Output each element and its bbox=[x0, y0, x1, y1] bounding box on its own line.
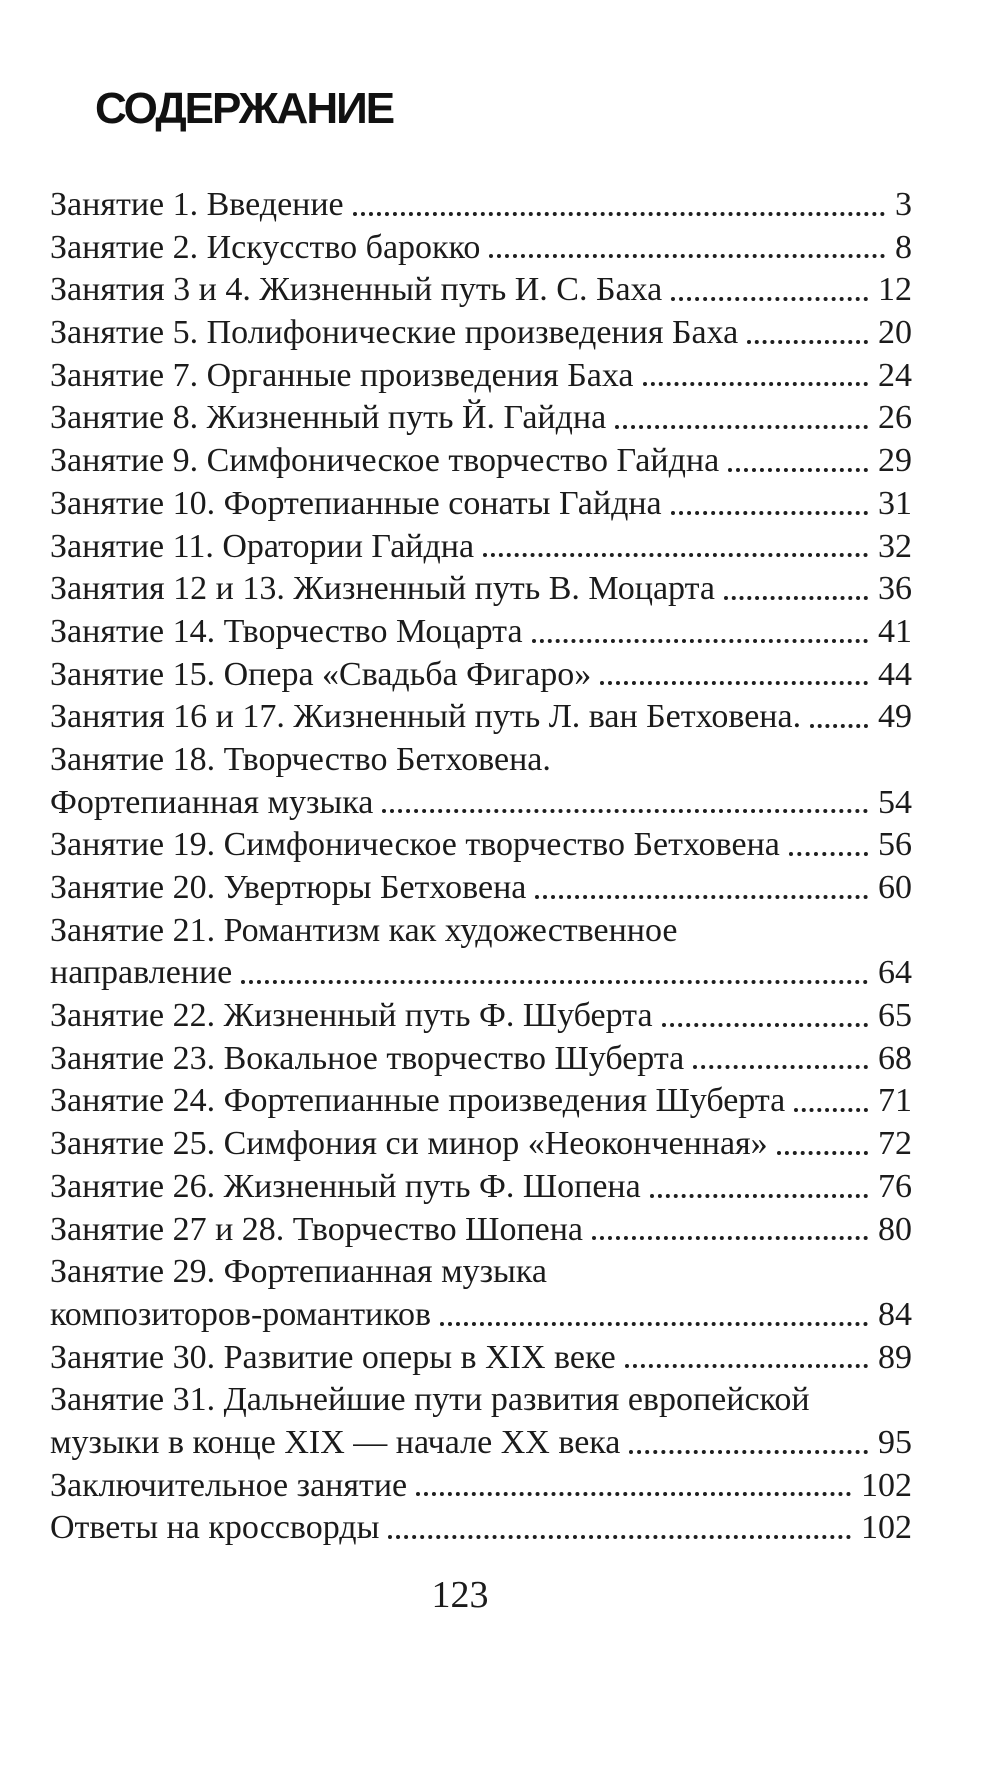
toc-page-number: 84 bbox=[878, 1295, 912, 1333]
toc-entry bbox=[50, 1123, 912, 1166]
toc-entry-text: Занятие 5. Полифонические произведения Баха bbox=[50, 314, 739, 352]
toc-entry bbox=[50, 568, 912, 611]
dot-leader bbox=[747, 340, 868, 344]
toc-entry bbox=[50, 1465, 912, 1508]
toc-entry-text: Фортепианная музыка bbox=[50, 783, 374, 821]
dot-leader bbox=[693, 1065, 868, 1069]
dot-leader bbox=[535, 895, 868, 899]
dot-leader bbox=[671, 511, 868, 515]
dot-leader bbox=[662, 1023, 868, 1027]
toc-page-number: 68 bbox=[878, 1039, 912, 1077]
toc-page-number: 29 bbox=[878, 442, 912, 480]
dot-leader bbox=[777, 1151, 868, 1155]
toc-entry bbox=[50, 1337, 912, 1380]
toc-page-number: 44 bbox=[878, 655, 912, 693]
toc-page-number: 65 bbox=[878, 997, 912, 1035]
toc-entry bbox=[50, 312, 912, 355]
toc-entry-text: Занятие 1. Введение bbox=[50, 186, 344, 223]
toc-entry-text: Занятие 15. Опера «Свадьба Фигаро» bbox=[50, 655, 592, 693]
toc-page-number: 36 bbox=[878, 570, 912, 608]
toc-entry-text: Занятие 31. Дальнейшие пути развития европейской bbox=[50, 1381, 810, 1419]
toc-page-number: 54 bbox=[878, 783, 912, 821]
dot-leader bbox=[724, 596, 868, 600]
toc-entry-text: Занятие 2. Искусство барокко bbox=[50, 228, 481, 266]
toc-page-number: 24 bbox=[878, 356, 912, 394]
toc-page-number: 72 bbox=[878, 1125, 912, 1163]
toc-page-number: 76 bbox=[878, 1167, 912, 1205]
toc-entry bbox=[50, 910, 912, 953]
toc-entry-text: направление bbox=[50, 954, 233, 992]
toc-entry bbox=[50, 696, 912, 739]
toc-entry-text: Занятие 9. Симфоническое творчество Гайдна bbox=[50, 442, 720, 480]
toc-entry bbox=[50, 1294, 912, 1337]
toc-entry-text: Занятие 19. Симфоническое творчество Бетховена bbox=[50, 826, 780, 864]
toc-entry-text: Занятие 23. Вокальное творчество Шуберта bbox=[50, 1039, 685, 1077]
dot-leader bbox=[600, 681, 868, 685]
toc-page-number: 32 bbox=[878, 527, 912, 565]
toc-entry bbox=[50, 739, 912, 782]
toc-page-number: 26 bbox=[878, 399, 912, 437]
dot-leader bbox=[353, 212, 885, 216]
book-page bbox=[0, 86, 1000, 1776]
toc-list bbox=[50, 184, 912, 1550]
toc-entry-text: Занятия 16 и 17. Жизненный путь Л. ван Бетховена. bbox=[50, 698, 802, 736]
toc-page-number: 60 bbox=[878, 869, 912, 906]
toc-entry-text: музыки в конце XIX — начале XX века bbox=[50, 1423, 621, 1461]
toc-entry-text: Занятие 14. Творчество Моцарта bbox=[50, 612, 523, 650]
dot-leader bbox=[794, 1108, 868, 1112]
toc-page-number: 8 bbox=[895, 228, 912, 266]
dot-leader bbox=[241, 980, 868, 984]
dot-leader bbox=[728, 468, 868, 472]
folio-page-number: 123 bbox=[431, 1574, 489, 1616]
toc-entry-text: Занятие 24. Фортепианные произведения Шуберта bbox=[50, 1082, 786, 1120]
toc-entry bbox=[50, 824, 912, 867]
toc-entry-text: Занятия 3 и 4. Жизненный путь И. С. Баха bbox=[50, 271, 663, 309]
dot-leader bbox=[416, 1492, 851, 1496]
toc-entry bbox=[50, 227, 912, 270]
toc-entry bbox=[50, 952, 912, 995]
toc-entry-text: композиторов-романтиков bbox=[50, 1295, 432, 1333]
toc-entry bbox=[50, 269, 912, 312]
toc-entry bbox=[50, 1251, 912, 1294]
toc-entry-text: Занятие 22. Жизненный путь Ф. Шуберта bbox=[50, 997, 653, 1035]
toc-page-number: 12 bbox=[878, 271, 912, 309]
toc-entry-text: Занятие 26. Жизненный путь Ф. Шопена bbox=[50, 1167, 641, 1205]
toc-page-number: 102 bbox=[861, 1466, 912, 1504]
toc-entry-text: Занятие 21. Романтизм как художественное bbox=[50, 911, 678, 949]
toc-entry bbox=[50, 397, 912, 440]
toc-entry bbox=[50, 1209, 912, 1252]
toc-entry bbox=[50, 867, 912, 910]
toc-entry-text: Ответы на кроссворды bbox=[50, 1509, 380, 1547]
dot-leader bbox=[650, 1194, 868, 1198]
toc-entry-text: Занятие 20. Увертюры Бетховена bbox=[50, 869, 527, 906]
toc-entry bbox=[50, 440, 912, 483]
toc-entry-text: Занятие 25. Симфония си минор «Неоконченная» bbox=[50, 1125, 768, 1163]
dot-leader bbox=[643, 382, 868, 386]
toc-entry bbox=[50, 1379, 912, 1422]
toc-page-number: 71 bbox=[878, 1082, 912, 1120]
toc-entry-text: Занятие 18. Творчество Бетховена. bbox=[50, 740, 551, 778]
toc-entry bbox=[50, 483, 912, 526]
toc-entry bbox=[50, 1422, 912, 1465]
toc-entry bbox=[50, 526, 912, 569]
dot-leader bbox=[489, 254, 885, 258]
toc-page-number: 3 bbox=[895, 186, 912, 223]
toc-page-number: 41 bbox=[878, 612, 912, 650]
toc-entry-text: Занятия 12 и 13. Жизненный путь В. Моцарта bbox=[50, 570, 715, 608]
dot-leader bbox=[625, 1364, 868, 1368]
toc-entry-text: Занятие 11. Оратории Гайдна bbox=[50, 527, 475, 565]
dot-leader bbox=[532, 639, 868, 643]
toc-entry-text: Занятие 30. Развитие оперы в XIX веке bbox=[50, 1338, 616, 1376]
toc-entry-text: Занятие 8. Жизненный путь Й. Гайдна bbox=[50, 399, 607, 437]
dot-leader bbox=[440, 1322, 868, 1326]
toc-page-number: 95 bbox=[878, 1423, 912, 1461]
toc-entry bbox=[50, 1507, 912, 1550]
dot-leader bbox=[615, 425, 868, 429]
toc-entry-text: Занятие 27 и 28. Творчество Шопена bbox=[50, 1210, 584, 1248]
toc-entry bbox=[50, 184, 912, 227]
toc-page-number: 20 bbox=[878, 314, 912, 352]
toc-entry bbox=[50, 611, 912, 654]
dot-leader bbox=[671, 297, 868, 301]
toc-page-number: 56 bbox=[878, 826, 912, 864]
toc-entry-text: Занятие 7. Органные произведения Баха bbox=[50, 356, 634, 394]
toc-entry-text: Занятие 29. Фортепианная музыка bbox=[50, 1253, 547, 1291]
toc-entry bbox=[50, 355, 912, 398]
dot-leader bbox=[388, 1535, 851, 1539]
toc-page-number: 89 bbox=[878, 1338, 912, 1376]
toc-entry bbox=[50, 1038, 912, 1081]
toc-page-number: 64 bbox=[878, 954, 912, 992]
toc-entry bbox=[50, 1166, 912, 1209]
dot-leader bbox=[629, 1450, 868, 1454]
dot-leader bbox=[810, 724, 868, 728]
dot-leader bbox=[592, 1236, 868, 1240]
dot-leader bbox=[382, 809, 868, 813]
toc-entry bbox=[50, 782, 912, 825]
toc-page-number: 102 bbox=[861, 1509, 912, 1547]
toc-entry-text: Заключительное занятие bbox=[50, 1466, 408, 1504]
toc-page-number: 80 bbox=[878, 1210, 912, 1248]
toc-entry bbox=[50, 654, 912, 697]
dot-leader bbox=[483, 553, 868, 557]
dot-leader bbox=[789, 852, 868, 856]
toc-entry-text: Занятие 10. Фортепианные сонаты Гайдна bbox=[50, 484, 662, 522]
toc-page-number: 31 bbox=[878, 484, 912, 522]
toc-entry bbox=[50, 1080, 912, 1123]
page-title: СОДЕРЖАНИЕ bbox=[95, 84, 394, 133]
toc-entry bbox=[50, 995, 912, 1038]
toc-page-number: 49 bbox=[878, 698, 912, 736]
